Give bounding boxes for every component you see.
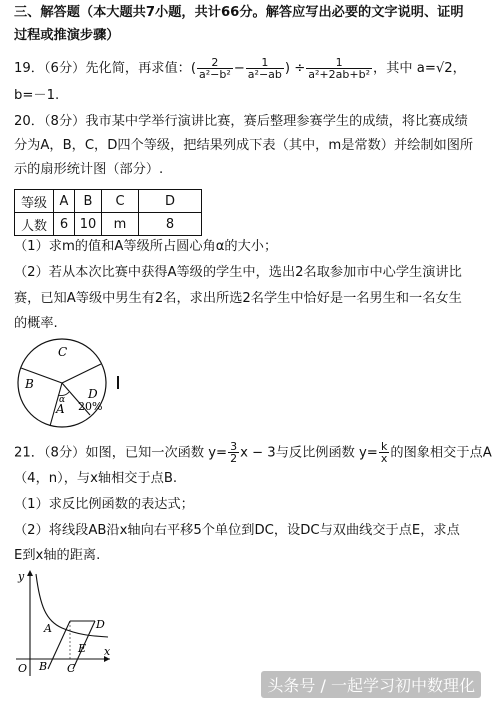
- table-cell: m: [102, 213, 139, 236]
- table-cell: 人数: [15, 213, 54, 236]
- q19-frac3: $\frac{1}{\text{a²+2ab+b²}}$: [308, 55, 370, 81]
- table-header-cell: C: [102, 190, 139, 213]
- q20-line3: 示的扇形统计图（部分）.: [14, 162, 164, 177]
- q19-prefix: 19．（6分）先化简，再求值：(: [14, 61, 196, 76]
- graph-label-d: D: [96, 618, 105, 631]
- q21-line1: 21．（8分）如图，已知一次函数 y= $\frac{3}{2}$ x − 3与反比例函数 y= $\frac{k}{x}$ 的图象相交于点A: [14, 440, 492, 465]
- pie-label-d-percent: 20%: [78, 400, 103, 413]
- graph-label-a: A: [44, 622, 52, 635]
- graph-label-b: B: [39, 660, 48, 673]
- pie-label-c: C: [58, 345, 68, 359]
- graph-label-c: C: [67, 662, 76, 675]
- function-graph-figure: [12, 566, 116, 678]
- q19-frac1: $\frac{2}{\text{a²−b²}}$: [198, 55, 231, 81]
- grade-table: [14, 189, 202, 236]
- pie-label-b: B: [25, 377, 34, 391]
- table-cell: 8: [139, 213, 202, 236]
- q19-frac2: $\frac{1}{\text{a²−ab}}$: [247, 55, 282, 81]
- pie-chart-figure: [12, 336, 122, 432]
- q19-line2: b=－1.: [14, 88, 60, 103]
- graph-label-y: y: [18, 570, 25, 583]
- table-header-row: [15, 190, 202, 213]
- q20-part2-line3: 的概率.: [14, 316, 58, 331]
- graph-label-o: O: [18, 662, 28, 675]
- table-cell: 6: [54, 213, 75, 236]
- q20-part2-line1: （2）若从本次比赛中获得A等级的学生中，选出2名取参加市中心学生演讲比: [14, 265, 462, 280]
- pie-label-a: A: [56, 402, 65, 416]
- table-row: [15, 213, 202, 236]
- table-header-cell: 等级: [15, 190, 54, 213]
- q20-part2-line2: 赛，已知A等级中男生有2名，求出所选2名学生中恰好是一名男生和一名女生: [14, 291, 462, 306]
- q21-line2: （4，n），与x轴相交于点B.: [14, 471, 178, 486]
- q21-part2-line1: （2）将线段AB沿x轴向右平移5个单位到DC，设DC与双曲线交于点E，求点: [14, 523, 460, 538]
- q21-part2-line2: E到x轴的距离.: [14, 548, 101, 563]
- pie-label-alpha: α: [59, 395, 66, 405]
- graph-label-x: x: [104, 645, 111, 658]
- q20-line1: 20．（8分）我市某中学举行演讲比赛，赛后整理参赛学生的成绩，将比赛成绩: [14, 114, 468, 129]
- table-cell: 10: [75, 213, 102, 236]
- watermark: 头条号 / 一起学习初中数理化: [261, 671, 481, 698]
- table-header-cell: A: [54, 190, 75, 213]
- q21-frac-b: $\frac{k}{x}$: [380, 440, 388, 465]
- q21-part1: （1）求反比例函数的表达式；: [14, 497, 194, 512]
- q20-part1: （1）求m的值和A等级所占圆心角α的大小；: [14, 239, 278, 254]
- section-heading-line2: 过程或推演步骤）: [14, 28, 120, 43]
- q21-frac-a: $\frac{3}{2}$: [230, 440, 238, 465]
- table-header-cell: B: [75, 190, 102, 213]
- q19-suffix: ，其中 a=√2，: [372, 61, 466, 76]
- section-heading-line1: 三、解答题（本大题共7小题，共计66分。解答应写出必要的文字说明、证明: [14, 5, 464, 20]
- table-header-cell: D: [139, 190, 202, 213]
- graph-label-e: E: [78, 642, 87, 655]
- q19-line1: 19．（6分）先化简，再求值：( $\frac{2}{\text{a²−b²}}$ − $\frac{1}{\text{a²−ab}}$ ) ÷ $\frac{1}{\text{a²+2ab+b²}}$ ，其中 a=√2，: [14, 55, 466, 81]
- q20-line2: 分为A，B，C，D四个等级，把结果列成下表（其中，m是常数）并绘制如图所: [14, 138, 474, 153]
- pie-label-d: D: [88, 387, 98, 401]
